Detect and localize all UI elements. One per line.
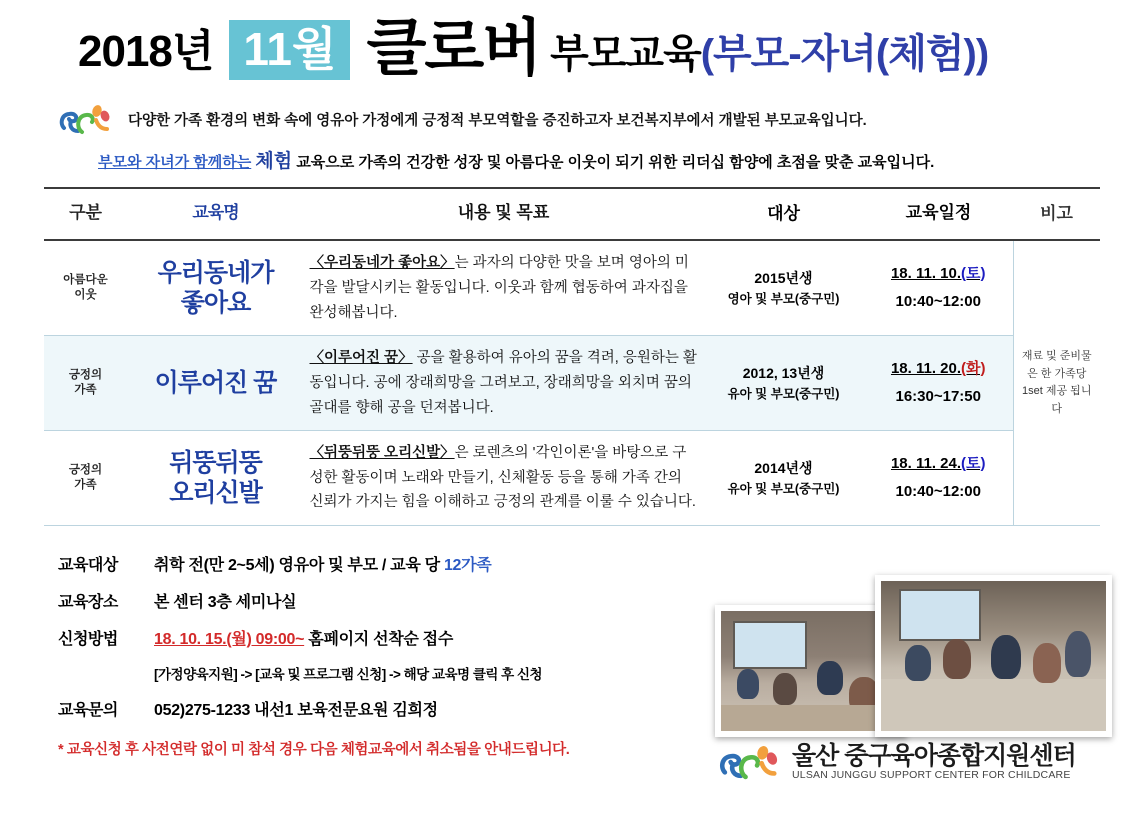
title-row (0, 0, 1143, 83)
row-schedule (864, 336, 1014, 431)
row-description-title: 〈뒤뚱뒤뚱 오리신발〉 (309, 445, 455, 462)
row-target (704, 431, 864, 526)
row-schedule-time: 16:30~17:50 (895, 388, 981, 406)
row-target-detail: 유아 및 부모(중구민) (727, 387, 840, 402)
person-shape (773, 673, 797, 705)
row-description-body: 는 과자의 다양한 맛을 보며 영아의 미각을 발달시키는 활동입니다. 이웃과 함께 협동하여 과자집을 완성해봅니다. (309, 255, 689, 321)
intro-block (0, 96, 1143, 136)
info-row-contact (58, 697, 698, 720)
info-label-apply: 신청방법 (58, 631, 118, 649)
th-course-name: 교육명 (128, 188, 304, 240)
title-subtitle-plain: 부모교육 (550, 32, 701, 76)
row-category-line2: 가족 (74, 479, 97, 492)
person-shape (1065, 631, 1091, 677)
info-block (58, 552, 698, 720)
row-description-title: 〈이루어진 꿈〉 (309, 350, 413, 367)
info-value-apply-b: 홈페이지 선착순 접수 (304, 631, 453, 649)
person-shape (737, 669, 759, 699)
info-value-place: 본 센터 3층 세미나실 (154, 594, 297, 612)
th-note: 비고 (1014, 188, 1100, 240)
intro-line-2-a: 부모와 자녀가 함께하는 (98, 154, 252, 171)
row-schedule (864, 240, 1014, 335)
row-course-name-line2: 좋아요 (180, 289, 251, 318)
intro-line-2-emphasis: 체험 (255, 151, 293, 172)
row-schedule (864, 431, 1014, 526)
row-schedule-date-text: 18. 11. 10. (890, 264, 962, 282)
title-program: 클로버 (366, 14, 541, 83)
title-subtitle (550, 34, 988, 80)
person-shape (817, 661, 843, 695)
info-value-target-highlight: 12가족 (443, 557, 492, 575)
person-shape (991, 635, 1021, 679)
row-category (44, 240, 128, 335)
row-category-line1: 아름다운 (63, 273, 108, 286)
sjc-logo-icon (58, 102, 112, 136)
table-header-row (44, 188, 1100, 240)
row-target-detail: 영아 및 부모(중구민) (727, 292, 840, 307)
schedule-table (44, 187, 1100, 526)
info-value-target-a: 취학 전(만 2~5세) 영유아 및 부모 / 교육 당 (154, 557, 444, 575)
row-target-year: 2015년생 (754, 270, 813, 287)
row-category-line1: 긍정의 (68, 368, 103, 381)
table-row (44, 240, 1100, 335)
row-schedule-time: 10:40~12:00 (895, 293, 981, 311)
title-subtitle-accent: (부모-자녀(체험)) (700, 32, 989, 76)
info-label-contact: 교육문의 (58, 702, 118, 720)
row-description (304, 336, 704, 431)
th-category: 구분 (44, 188, 128, 240)
mat-shape (881, 679, 1106, 731)
row-category-line2: 가족 (74, 384, 97, 397)
row-schedule-time: 10:40~12:00 (895, 483, 981, 501)
row-category (44, 431, 128, 526)
info-value-contact: 052)275-1233 내선1 보육전문요원 김희정 (154, 702, 438, 720)
person-shape (905, 645, 931, 681)
row-schedule-weekday: (토) (961, 264, 986, 282)
row-course-name-line1: 우리동네가 (157, 259, 274, 288)
row-target (704, 336, 864, 431)
brand-text (792, 743, 1076, 781)
row-category-line1: 긍정의 (68, 463, 103, 476)
row-description-body: 은 로렌츠의 '각인이론'을 바탕으로 구성한 활동이며 노래와 만들기, 신체활동 등을 통해 가족 간의 신뢰가 가지는 힘을 이해하고 긍정의 관계를 이룰 수 있습니다. (309, 445, 696, 511)
projector-screen-shape (733, 621, 807, 669)
row-target-year: 2014년생 (754, 459, 813, 476)
intro-line-2-b: 교육으로 가족의 건강한 성장 및 아름다운 이웃이 되기 위한 리더십 함양에 초점을 맞춘 교육입니다. (296, 154, 935, 171)
info-apply-steps: [가정양육지원] -> [교육 및 프로그램 신청] -> 해당 교육명 클릭 후 신청 (154, 667, 543, 683)
row-target (704, 240, 864, 335)
row-course-name-line1: 뒤뚱뒤뚱 (169, 449, 262, 478)
table-row (44, 431, 1100, 526)
intro-line-1: 다양한 가족 환경의 변화 속에 영유아 가정에게 긍정적 부모역할을 증진하고자 보건복지부에서 개발된 부모교육입니다. (128, 112, 867, 129)
table-row (44, 336, 1100, 431)
row-course-name-line2: 오리신발 (169, 479, 262, 508)
row-description-body: 공을 활용하여 유아의 꿈을 격려, 응원하는 활동입니다. 공에 장래희망을 그려보고, 장래희망을 외치며 꿈의 골대를 향해 공을 던져봅니다. (309, 350, 697, 416)
row-schedule-weekday: (화) (961, 359, 986, 377)
row-schedule-date (870, 260, 1008, 289)
row-schedule-date-text: 18. 11. 24. (890, 454, 962, 472)
info-label-place: 교육장소 (58, 594, 118, 612)
footnote: * 교육신청 후 사전연락 없이 미 참석 경우 다음 체험교육에서 취소됨을 안내드립니다. (58, 742, 570, 759)
title-year: 2018년 (78, 27, 214, 76)
row-description-title: 〈우리동네가 좋아요〉 (309, 255, 455, 272)
info-value-apply-highlight: 18. 10. 15.(월) 09:00~ (154, 631, 305, 649)
row-schedule-date (870, 450, 1008, 479)
row-target-detail: 유아 및 부모(중구민) (727, 482, 840, 497)
row-category (44, 336, 128, 431)
row-schedule-date (870, 355, 1008, 384)
row-category-line2: 이웃 (74, 289, 97, 302)
row-course-name (128, 431, 304, 526)
projector-screen-shape (899, 589, 981, 641)
brand-name-en: ULSAN JUNGGU SUPPORT CENTER FOR CHILDCARE (792, 769, 1071, 782)
title-month-badge: 11월 (229, 20, 350, 80)
th-description: 내용 및 목표 (304, 188, 704, 240)
row-schedule-date-text: 18. 11. 20. (890, 359, 962, 377)
sjc-logo-icon (718, 742, 780, 782)
row-description (304, 240, 704, 335)
info-label-target: 교육대상 (58, 557, 118, 575)
row-course-name (128, 336, 304, 431)
intro-line-2 (0, 136, 1143, 173)
photo-left-content (721, 611, 901, 731)
th-schedule: 교육일정 (864, 188, 1014, 240)
info-value-target (154, 552, 491, 575)
brand-name-kr: 울산 중구육아종합지원센터 (792, 741, 1076, 770)
th-target: 대상 (704, 188, 864, 240)
info-row-target (58, 552, 698, 575)
person-shape (1033, 643, 1061, 683)
row-target-year: 2012, 13년생 (742, 364, 825, 381)
info-value-apply (154, 626, 453, 649)
row-note: 재료 및 준비물은 한 가족당 1set 제공 됩니다 (1014, 240, 1100, 525)
row-course-name (128, 240, 304, 335)
classroom-photo-right (875, 575, 1112, 737)
brand-footer (718, 742, 1076, 782)
person-shape (943, 639, 971, 679)
row-schedule-weekday: (토) (961, 454, 986, 472)
info-row-apply (58, 626, 698, 649)
photo-right-content (881, 581, 1106, 731)
poster-header (0, 0, 1143, 96)
row-course-name-line1: 이루어진 꿈 (154, 369, 277, 398)
row-description (304, 431, 704, 526)
info-row-place (58, 589, 698, 612)
photo-group (705, 565, 1105, 735)
floor-shape (721, 705, 901, 731)
